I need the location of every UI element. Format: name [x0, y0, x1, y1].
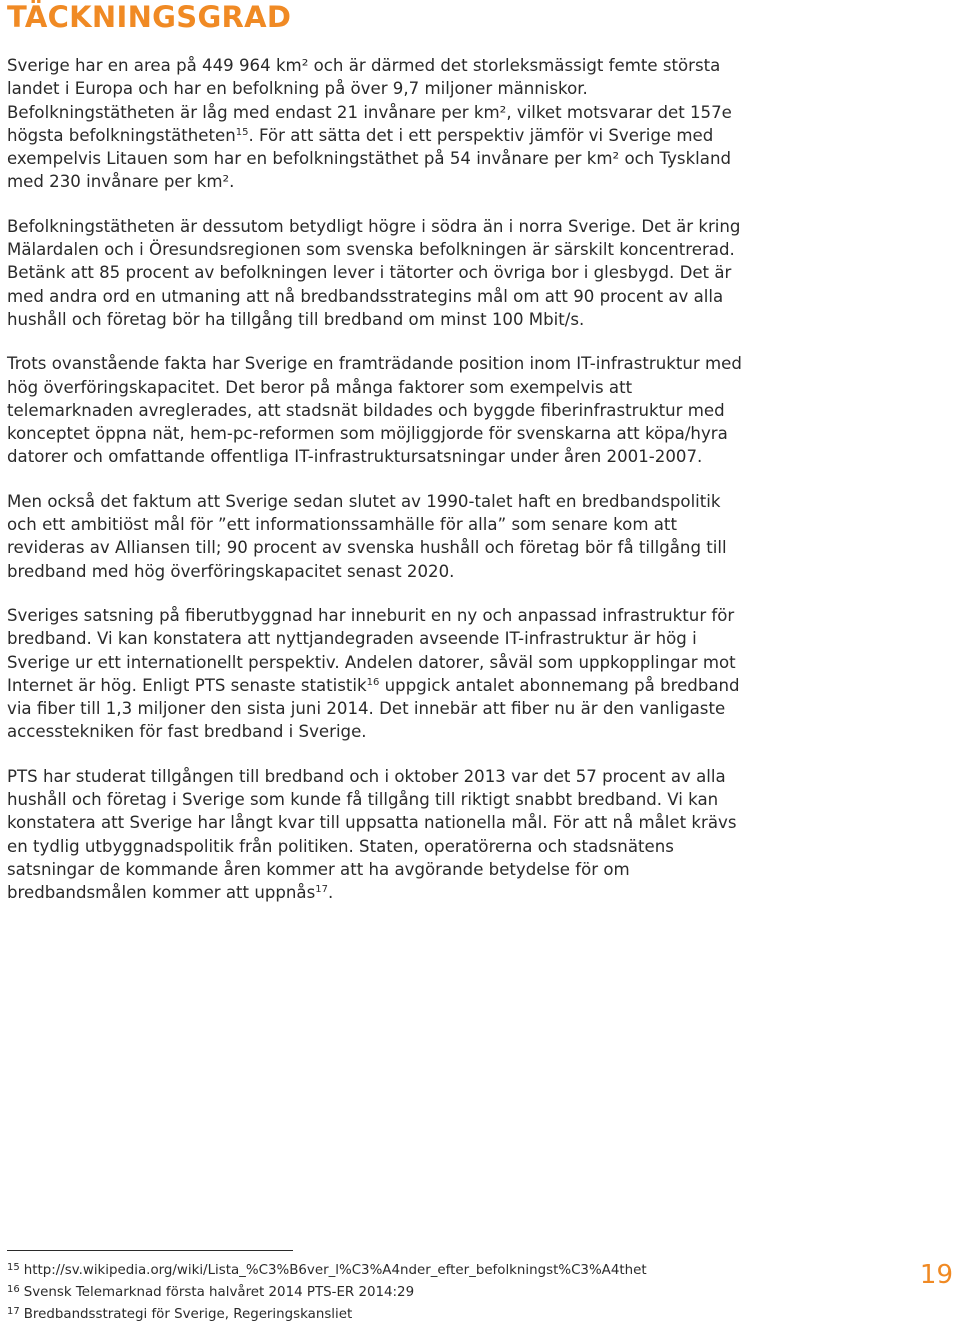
- paragraph-text: Men också det faktum att Sverige sedan slutet av 1990-talet haft en bredbandspolitik och ett ambitiöst mål för ”ett informationssamhälle för alla” som senare kom att revideras av Alliansen till; 90 procent av svenska hushåll och företag bör få tillgång till bredband med hög överföringskapacitet senast 2020.: [7, 491, 727, 581]
- footnote-link[interactable]: http://sv.wikipedia.org/wiki/Lista_%C3%B6ver_l%C3%A4nder_efter_befolkningst%C3%A4thet: [23, 1263, 647, 1278]
- page-title: TÄCKNINGSGRAD: [7, 0, 292, 34]
- paragraph-text: Sverige har en area på 449 964 km² och är därmed det storleksmässigt femte största landet i Europa och har en befolkning på över 9,7 miljoner människor. Befolkningstätheten är låg med endast 21 invånare per km², vilket motsvarar det 157e högsta befolkningstätheten: [7, 56, 732, 145]
- paragraph-text: PTS har studerat tillgången till bredband och i oktober 2013 var det 57 procent av alla hushåll och företag i Sverige som kunde få tillgång till riktigt snabbt bredband. Vi kan konstatera att Sverige har långt kvar till uppsatta nationella mål. För att nå målet krävs en tydlig utbyggnadspolitik från politiken. Staten, operatörerna och stadsnätens satsningar de kommande åren kommer att ha avgörande betydelse för om bredbandsmålen kommer att uppnås: [7, 766, 737, 903]
- body-text: [7, 54, 752, 926]
- paragraph-text: Befolkningstätheten är dessutom betydligt högre i södra än i norra Sverige. Det är kring Mälardalen och i Öresundsregionen som svenska befolkningen är särskilt koncentrerad. Betänk att 85 procent av befolkningen lever i tätorter och övriga bor i glesbygd. Det är med andra ord en utmaning att nå bredbandsstrategins mål om att 90 procent av alla hushåll och företag bör ha tillgång till bredband om minst 100 Mbit/s.: [7, 216, 741, 329]
- paragraph: [7, 215, 752, 331]
- footnote: [7, 1258, 887, 1280]
- footnote: [7, 1302, 887, 1324]
- footnote-number: 16: [7, 1284, 20, 1295]
- footnote-number: 15: [7, 1262, 20, 1273]
- paragraph-text: uppgick antalet abonnemang på bredband via fiber till 1,3 miljoner den sista juni 2014. Det innebär att fiber nu är den vanligaste accesstekniken för fast bredband i Sverige.: [7, 675, 740, 742]
- footnote: [7, 1280, 887, 1302]
- paragraph: [7, 490, 752, 583]
- footnote-text: Bredbandsstrategi för Sverige, Regeringskansliet: [23, 1307, 353, 1322]
- footnote-number: 17: [7, 1306, 20, 1317]
- paragraph: [7, 765, 752, 905]
- paragraph: [7, 604, 752, 744]
- paragraph-text: .: [327, 883, 334, 903]
- paragraph-text: Sveriges satsning på fiberutbyggnad har inneburit en ny och anpassad infrastruktur för bredband. Vi kan konstatera att nyttjandegraden avseende IT-infrastruktur är hög i Sverige ur ett internationellt perspektiv. Andelen datorer, såväl som uppkopplingar mot Internet är hög. Enligt PTS senaste statistik: [7, 605, 736, 695]
- footnote-reference: 15: [235, 126, 249, 138]
- footnote-text: Svensk Telemarknad första halvåret 2014 PTS-ER 2014:29: [23, 1285, 415, 1300]
- paragraph-text: . För att sätta det i ett perspektiv jämför vi Sverige med exempelvis Litauen som har en befolkningstäthet på 54 invånare per km² och Tyskland med 230 invånare per km².: [7, 125, 732, 192]
- footnote-divider: [7, 1250, 293, 1251]
- footnotes: [7, 1258, 887, 1324]
- footnote-reference: 16: [366, 676, 380, 688]
- paragraph: [7, 352, 752, 468]
- paragraph: [7, 54, 752, 194]
- page-number: 19: [919, 1260, 953, 1290]
- footnote-reference: 17: [315, 884, 328, 896]
- paragraph-text: Trots ovanstående fakta har Sverige en framträdande position inom IT-infrastruktur med hög överföringskapacitet. Det beror på många faktorer som exempelvis att telemarknaden avreglerades, att stadsnät bildades och byggde fiberinfrastruktur med konceptet öppna nät, hem-pc-reformen som möjliggjorde för svenskarna att köpa/hyra datorer och omfattande offentliga IT-infrastruktursatsningar under åren 2001-2007.: [7, 354, 742, 467]
